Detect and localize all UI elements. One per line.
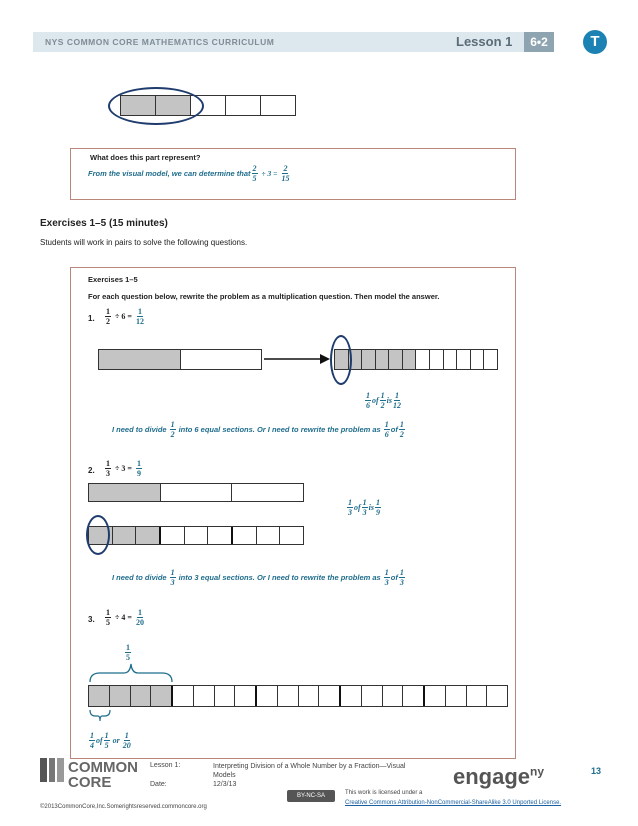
q1-expression [104,307,145,326]
tape-cell [341,686,362,706]
fraction: $\frac{1}{2}$ [106,307,110,326]
license-link[interactable]: Creative Commons Attribution-NonCommercial-ShareAlike 3.0 Unported License. [345,800,562,806]
tape-cell [278,686,299,706]
exercises-heading: Exercises 1–5 (15 minutes) [40,218,168,229]
fraction: $\frac{1}{3}$ [384,568,389,587]
common-core-logo-icon [40,758,64,782]
exercise-box-title: Exercises 1–5 [88,275,138,284]
operator: ÷ 4 = [115,613,132,622]
q3-tape-twentieths [88,685,508,707]
tape-cell [457,350,471,369]
tape-cell [185,527,209,544]
logo-text: COMMON [68,759,138,776]
fraction: $\frac{1}{2}$ [380,391,385,410]
q3-number: 3. [88,615,95,624]
tape-cell [280,527,303,544]
tape-cell [362,686,383,706]
fraction: $\frac{1}{5}$ [126,643,130,662]
exercises-intro: Students will work in pairs to solve the following questions. [40,238,248,247]
q2-expression [104,459,143,478]
tape-cell [151,686,173,706]
tape-cell [181,350,262,369]
explain-text: I need to divide [112,425,167,434]
tape-cell [362,350,376,369]
fraction: $\frac{1}{9}$ [136,459,141,478]
footer-lesson-value: Interpreting Division of a Whole Number by a Fraction—Visual Models [213,763,406,779]
tape-cell [215,686,236,706]
logo-text: CORE [68,774,112,791]
tape-cell [99,350,181,369]
highlight-oval [108,87,204,125]
tape-cell [425,686,446,706]
tape-cell [208,527,233,544]
q3-expression [104,608,145,627]
tape-cell [232,484,303,501]
q1-number: 1. [88,314,95,323]
q2-result [346,498,382,517]
of-text: of [354,503,361,512]
fraction: $\frac{1}{2}$ [170,420,175,439]
footer-lesson-label: Lesson 1: [150,762,181,769]
tape-cell [430,350,444,369]
tape-cell [235,686,257,706]
fraction: $\frac{1}{20}$ [122,731,131,750]
fraction: $\frac{1}{12}$ [135,307,144,326]
tape-cell [113,527,137,544]
tape-cell [467,686,488,706]
tape-cell [446,686,467,706]
q1-tape-twelfths [334,349,498,370]
of-text: of [390,425,398,434]
tape-cell [89,686,110,706]
fraction: $\frac{1}{5}$ [106,608,110,627]
grade-badge: 6•2 [524,32,554,52]
fraction: $\frac{1}{2}$ [399,420,404,439]
operator: ÷ 3 = [261,169,278,178]
part-answer [88,164,290,183]
is-text: is [386,396,393,405]
fraction: $\frac{1}{9}$ [376,498,381,517]
tape-cell [299,686,320,706]
of-text: of [96,736,103,745]
operator: ÷ 6 = [115,312,132,321]
tape-cell [89,484,161,501]
lesson-label: Lesson 1 [456,34,513,49]
explain-text: I need to divide [112,573,167,582]
highlight-oval [330,335,352,385]
operator: ÷ 3 = [115,464,132,473]
fraction: $\frac{2}{15}$ [281,164,290,183]
q3-brace-label [124,643,132,662]
part-question: What does this part represent? [90,153,201,162]
tape-cell [403,350,417,369]
tape-cell [110,686,131,706]
highlight-oval [86,515,110,555]
or-text: or [112,736,120,745]
fraction: $\frac{1}{3}$ [170,568,175,587]
is-text: is [368,503,375,512]
q3-top-brace [88,662,174,684]
license-text: This work is licensed under a [345,790,423,796]
tape-cell [173,686,194,706]
fraction: $\frac{1}{6}$ [384,420,389,439]
tape-cell [161,484,233,501]
q1-tape-half [98,349,262,370]
exercise-instruction: For each question below, rewrite the problem as a multiplication question. Then model the answer. [88,292,440,301]
tape-cell [136,527,161,544]
q1-result [364,391,402,410]
cc-license-badge: BY-NC-SA [287,790,335,802]
engageny-logo [453,764,544,790]
tape-cell [376,350,390,369]
fraction: $\frac{1}{3}$ [362,498,367,517]
tape-cell [131,686,152,706]
common-core-logo [68,760,138,790]
q2-tape-ninths [88,526,304,545]
answer-prefix: From the visual model, we can determine that [88,169,251,178]
copyright: ©2013CommonCore,Inc.Somerightsreserved.commoncore.org [40,804,207,810]
tape-cell [487,686,507,706]
explain-text: into 3 equal sections. Or I need to rewrite the problem as [178,573,381,582]
curriculum-title: NYS COMMON CORE MATHEMATICS CURRICULUM [45,37,275,47]
tape-cell [257,686,278,706]
teacher-badge: T [583,30,607,54]
footer-date-label: Date: [150,781,167,788]
tape-cell [444,350,458,369]
fraction: $\frac{2}{5}$ [252,164,257,183]
q2-explanation [112,568,406,587]
tape-cell [161,527,185,544]
tape-cell [389,350,403,369]
fraction: $\frac{1}{12}$ [393,391,402,410]
q2-number: 2. [88,466,95,475]
of-text: of [390,573,398,582]
page-number: 13 [591,766,602,776]
of-text: of [372,396,379,405]
tape-cell [257,527,281,544]
q2-tape-thirds [88,483,304,502]
tape-cell [383,686,404,706]
fraction: $\frac{1}{6}$ [366,391,370,410]
tape-cell [416,350,430,369]
fraction: $\frac{1}{3}$ [399,568,404,587]
fraction: $\frac{1}{4}$ [90,731,94,750]
arrow [264,351,330,367]
fraction: $\frac{1}{20}$ [135,608,144,627]
fraction: $\frac{1}{3}$ [348,498,352,517]
fraction: $\frac{1}{3}$ [106,459,110,478]
q3-bottom-brace [88,709,112,723]
tape-cell [484,350,497,369]
tape-cell [226,96,261,115]
q1-explanation [112,420,406,439]
q3-result [88,731,132,750]
tape-cell [261,96,295,115]
tape-cell [319,686,341,706]
tape-cell [471,350,485,369]
logo-text: engage [453,764,531,789]
explain-text: into 6 equal sections. Or I need to rewrite the problem as [178,425,381,434]
tape-cell [403,686,425,706]
logo-text: ny [530,764,545,779]
tape-cell [233,527,257,544]
fraction: $\frac{1}{5}$ [104,731,109,750]
tape-cell [194,686,215,706]
footer-date-value: 12/3/13 [213,781,237,788]
